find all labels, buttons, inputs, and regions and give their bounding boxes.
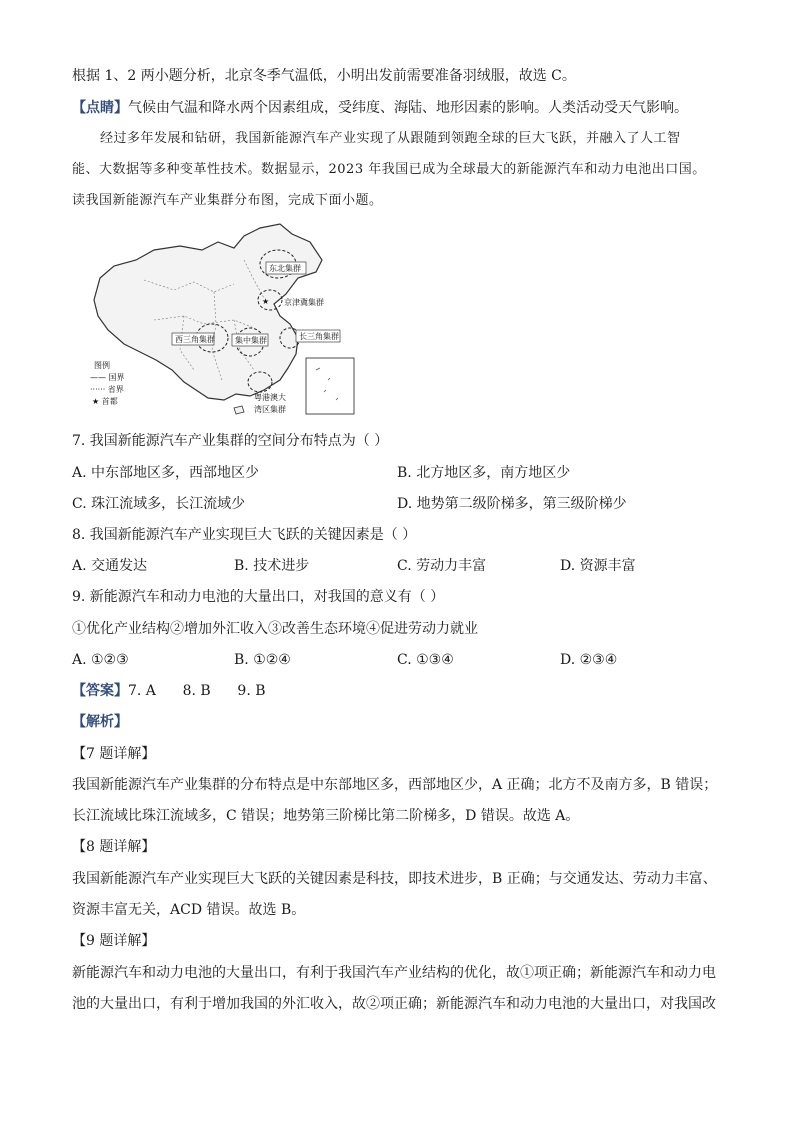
q9-detail-line-2: 池的大量出口，有利于增加我国的外汇收入，故②项正确；新能源汽车和动力电池的大量出口，对我国改 bbox=[72, 996, 716, 1012]
q8-stem: 8. 我国新能源汽车产业实现巨大飞跃的关键因素是（ ） bbox=[72, 527, 417, 543]
legend-border: —— 国界 bbox=[90, 373, 125, 382]
passage-line-1: 经过多年发展和钻研，我国新能源汽车产业实现了从跟随到领跑全球的巨大飞跃，并融入了人工智 bbox=[100, 131, 681, 146]
q9-option-d: D. ②③④ bbox=[560, 652, 618, 668]
q7-option-d: D. 地势第二级阶梯多，第三级阶梯少 bbox=[397, 496, 627, 512]
q7-option-a: A. 中东部地区多，西部地区少 bbox=[72, 465, 260, 481]
answer-line bbox=[72, 681, 266, 701]
south-china-sea-inset bbox=[306, 358, 354, 414]
q8-detail-label: 【8 题详解】 bbox=[72, 839, 156, 855]
q7-detail-line-2: 长江流域比珠江流域多，C 错误；地势第三阶梯比第二阶梯多，D 错误。故选 A。 bbox=[72, 808, 580, 824]
answer-label: 【答案】 bbox=[72, 683, 128, 699]
q7-detail-line-1: 我国新能源汽车产业集群的分布特点是中东部地区多，西部地区少，A 正确；北方不及南方多，B 错误； bbox=[72, 777, 718, 793]
passage-line-2: 能、大数据等多种变革性技术。数据显示，2023 年我国已成为全球最大的新能源汽车和动力电池出口国。 bbox=[72, 162, 706, 177]
tip-paragraph bbox=[72, 98, 688, 118]
q8-option-c: C. 劳动力丰富 bbox=[397, 558, 487, 574]
answer-text: 7. A 8. B 9. B bbox=[128, 683, 266, 699]
label-southwest: 西三角集群 bbox=[175, 335, 215, 344]
label-gba-line1: 粤港澳大 bbox=[254, 393, 286, 402]
q7-option-c: C. 珠江流域多，长江流域少 bbox=[72, 496, 246, 512]
analysis-label: 【解析】 bbox=[72, 714, 128, 730]
q8-option-a: A. 交通发达 bbox=[72, 558, 148, 574]
hainan-island bbox=[234, 406, 244, 414]
q9-option-b: B. ①②④ bbox=[234, 652, 291, 668]
china-nev-cluster-map bbox=[84, 220, 366, 422]
passage-line-3: 读我国新能源汽车产业集群分布图，完成下面小题。 bbox=[72, 193, 383, 208]
q8-option-b: B. 技术进步 bbox=[234, 558, 310, 574]
q9-option-a: A. ①②③ bbox=[72, 652, 129, 668]
q7-option-b: B. 北方地区多，南方地区少 bbox=[397, 465, 571, 481]
legend-capital: ★ 首都 bbox=[92, 397, 118, 406]
legend-title: 图例 bbox=[94, 361, 110, 370]
q9-detail-line-1: 新能源汽车和动力电池的大量出口，有利于我国汽车产业结构的优化，故①项正确；新能源汽车和动力电 bbox=[72, 965, 716, 981]
q9-stem: 9. 新能源汽车和动力电池的大量出口，对我国的意义有（ ） bbox=[72, 589, 445, 605]
label-yangtze: 长三角集群 bbox=[299, 332, 339, 341]
label-jingjinji: 京津冀集群 bbox=[284, 298, 324, 307]
q9-items: ①优化产业结构②增加外汇收入③改善生态环境④促进劳动力就业 bbox=[72, 621, 478, 637]
intro-line: 根据 1、2 两小题分析，北京冬季气温低，小明出发前需要准备羽绒服，故选 C。 bbox=[72, 68, 576, 84]
label-northeast: 东北集群 bbox=[269, 264, 301, 273]
q9-detail-label: 【9 题详解】 bbox=[72, 933, 156, 949]
q8-detail-line-2: 资源丰富无关，ACD 错误。故选 B。 bbox=[72, 902, 306, 918]
q7-stem: 7. 我国新能源汽车产业集群的空间分布特点为（ ） bbox=[72, 433, 389, 449]
q7-detail-label: 【7 题详解】 bbox=[72, 746, 156, 762]
tip-text: 气候由气温和降水两个因素组成，受纬度、海陆、地形因素的影响。人类活动受天气影响。 bbox=[128, 100, 688, 116]
label-central: 集中集群 bbox=[235, 336, 267, 345]
capital-star-icon: ★ bbox=[262, 297, 270, 306]
legend-province: ······ 省界 bbox=[90, 385, 124, 394]
q8-detail-line-1: 我国新能源汽车产业实现巨大飞跃的关键因素是科技，即技术进步，B 正确；与交通发达、劳动力丰富、 bbox=[72, 871, 717, 887]
china-outline bbox=[94, 224, 322, 400]
tip-label: 【点睛】 bbox=[72, 100, 128, 116]
q8-option-d: D. 资源丰富 bbox=[560, 558, 636, 574]
q9-option-c: C. ①③④ bbox=[397, 652, 454, 668]
label-gba-line2: 湾区集群 bbox=[254, 405, 286, 414]
